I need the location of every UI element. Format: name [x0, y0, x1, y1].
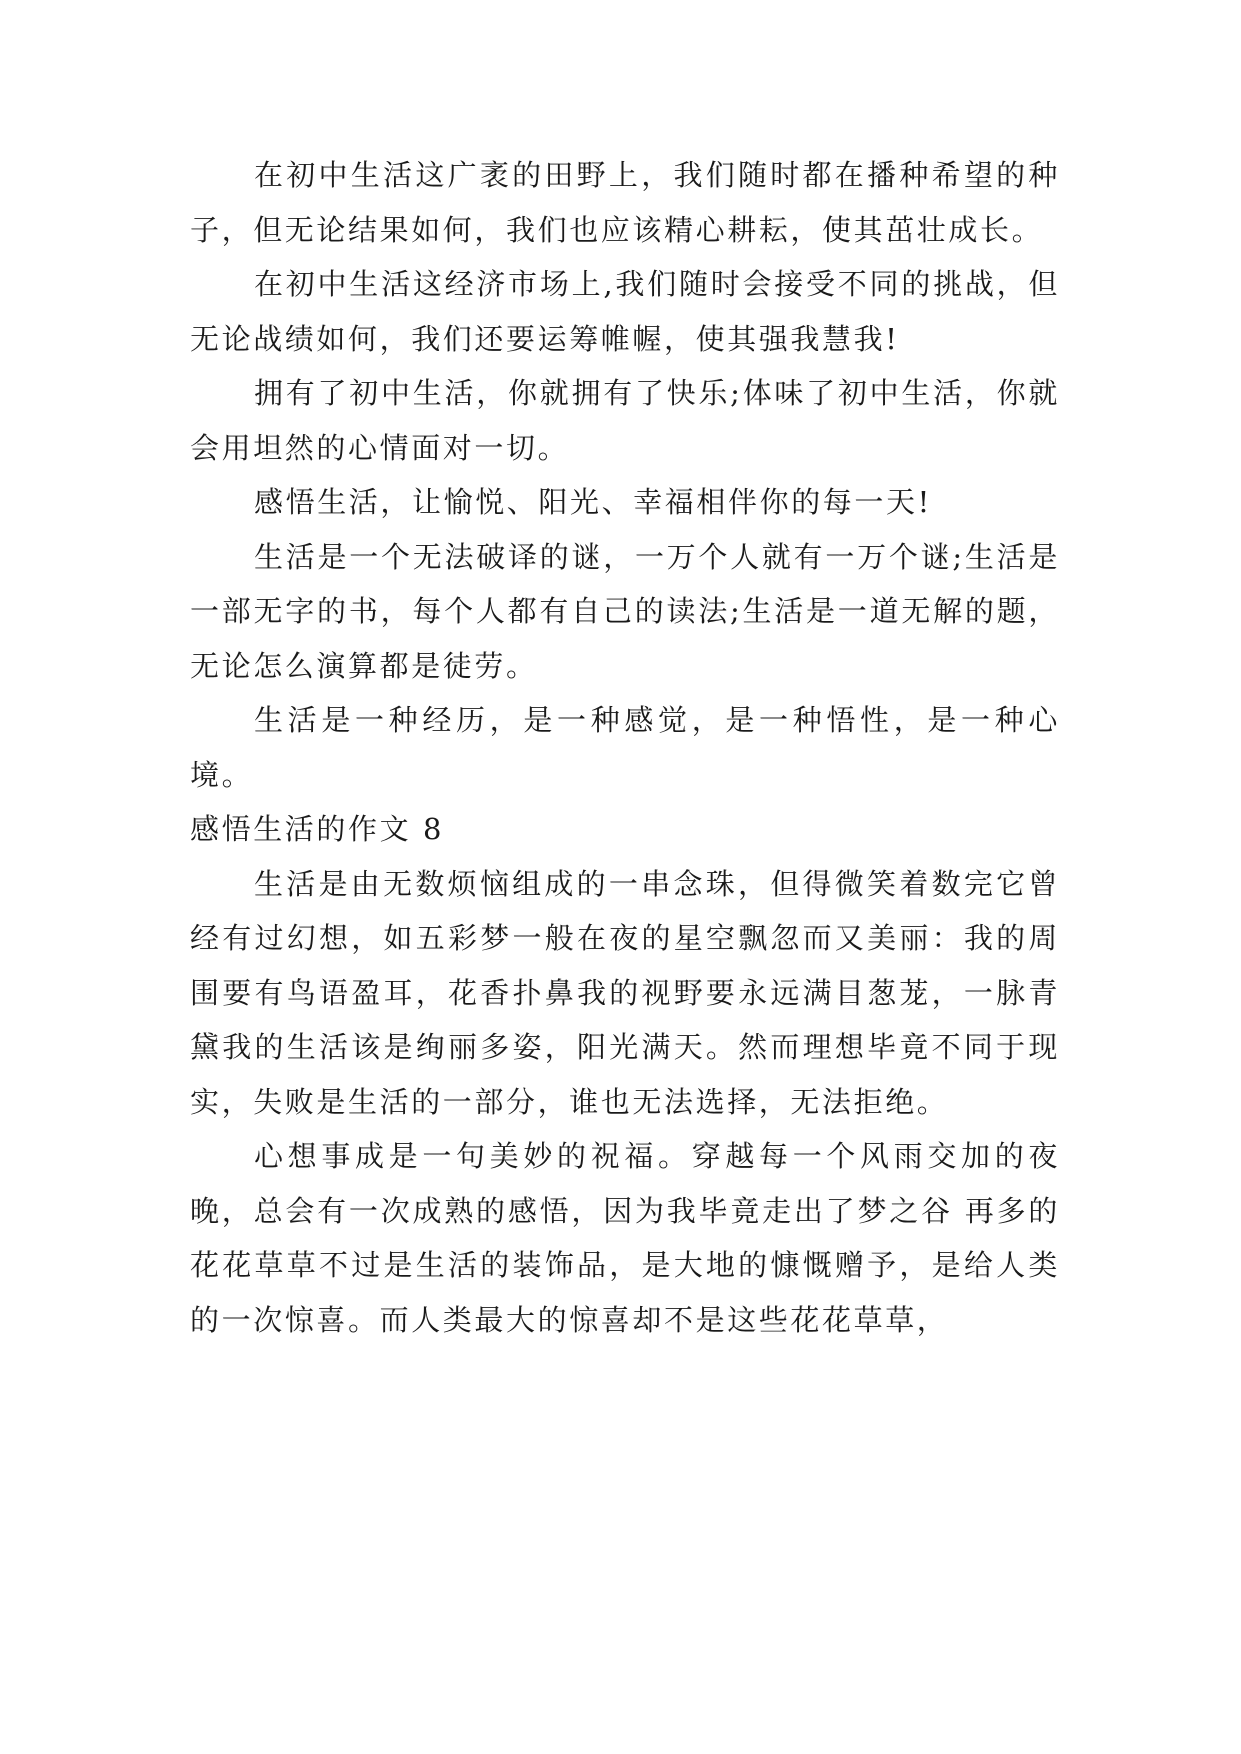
paragraph: 在初中生活这经济市场上,我们随时会接受不同的挑战，但无论战绩如何，我们还要运筹帷幄，使其强我慧我! [190, 267, 1060, 356]
paragraph: 生活是一个无法破译的谜，一万个人就有一万个谜;生活是一部无字的书，每个人都有自己的读法;生活是一道无解的题，无论怎么演算都是徒劳。 [190, 539, 1060, 683]
section-title: 感悟生活的作文 8 [190, 812, 445, 846]
paragraph: 心想事成是一句美妙的祝福。穿越每一个风雨交加的夜晚，总会有一次成熟的感悟，因为我毕竟走出了梦之谷 再多的花花草草不过是生活的装饰品，是大地的慷慨赠予，是给人类的一次惊喜。而人类最大的惊喜却不是这些花花草草， [190, 1139, 1060, 1337]
paragraph: 生活是一种经历，是一种感觉，是一种悟性，是一种心境。 [190, 703, 1060, 792]
paragraph: 在初中生活这广袤的田野上，我们随时都在播种希望的种子，但无论结果如何，我们也应该精心耕耘，使其茁壮成长。 [190, 158, 1060, 247]
document-page [190, 148, 1060, 1347]
paragraph: 生活是由无数烦恼组成的一串念珠，但得微笑着数完它曾经有过幻想，如五彩梦一般在夜的星空飘忽而又美丽：我的周围要有鸟语盈耳，花香扑鼻我的视野要永远满目葱茏，一脉青黛我的生活该是绚丽多姿，阳光满天。然而理想毕竟不同于现实，失败是生活的一部分，谁也无法选择，无法拒绝。 [190, 866, 1060, 1119]
paragraph: 拥有了初中生活，你就拥有了快乐;体味了初中生活，你就会用坦然的心情面对一切。 [190, 376, 1060, 465]
paragraph: 感悟生活，让愉悦、阳光、幸福相伴你的每一天! [254, 485, 932, 519]
